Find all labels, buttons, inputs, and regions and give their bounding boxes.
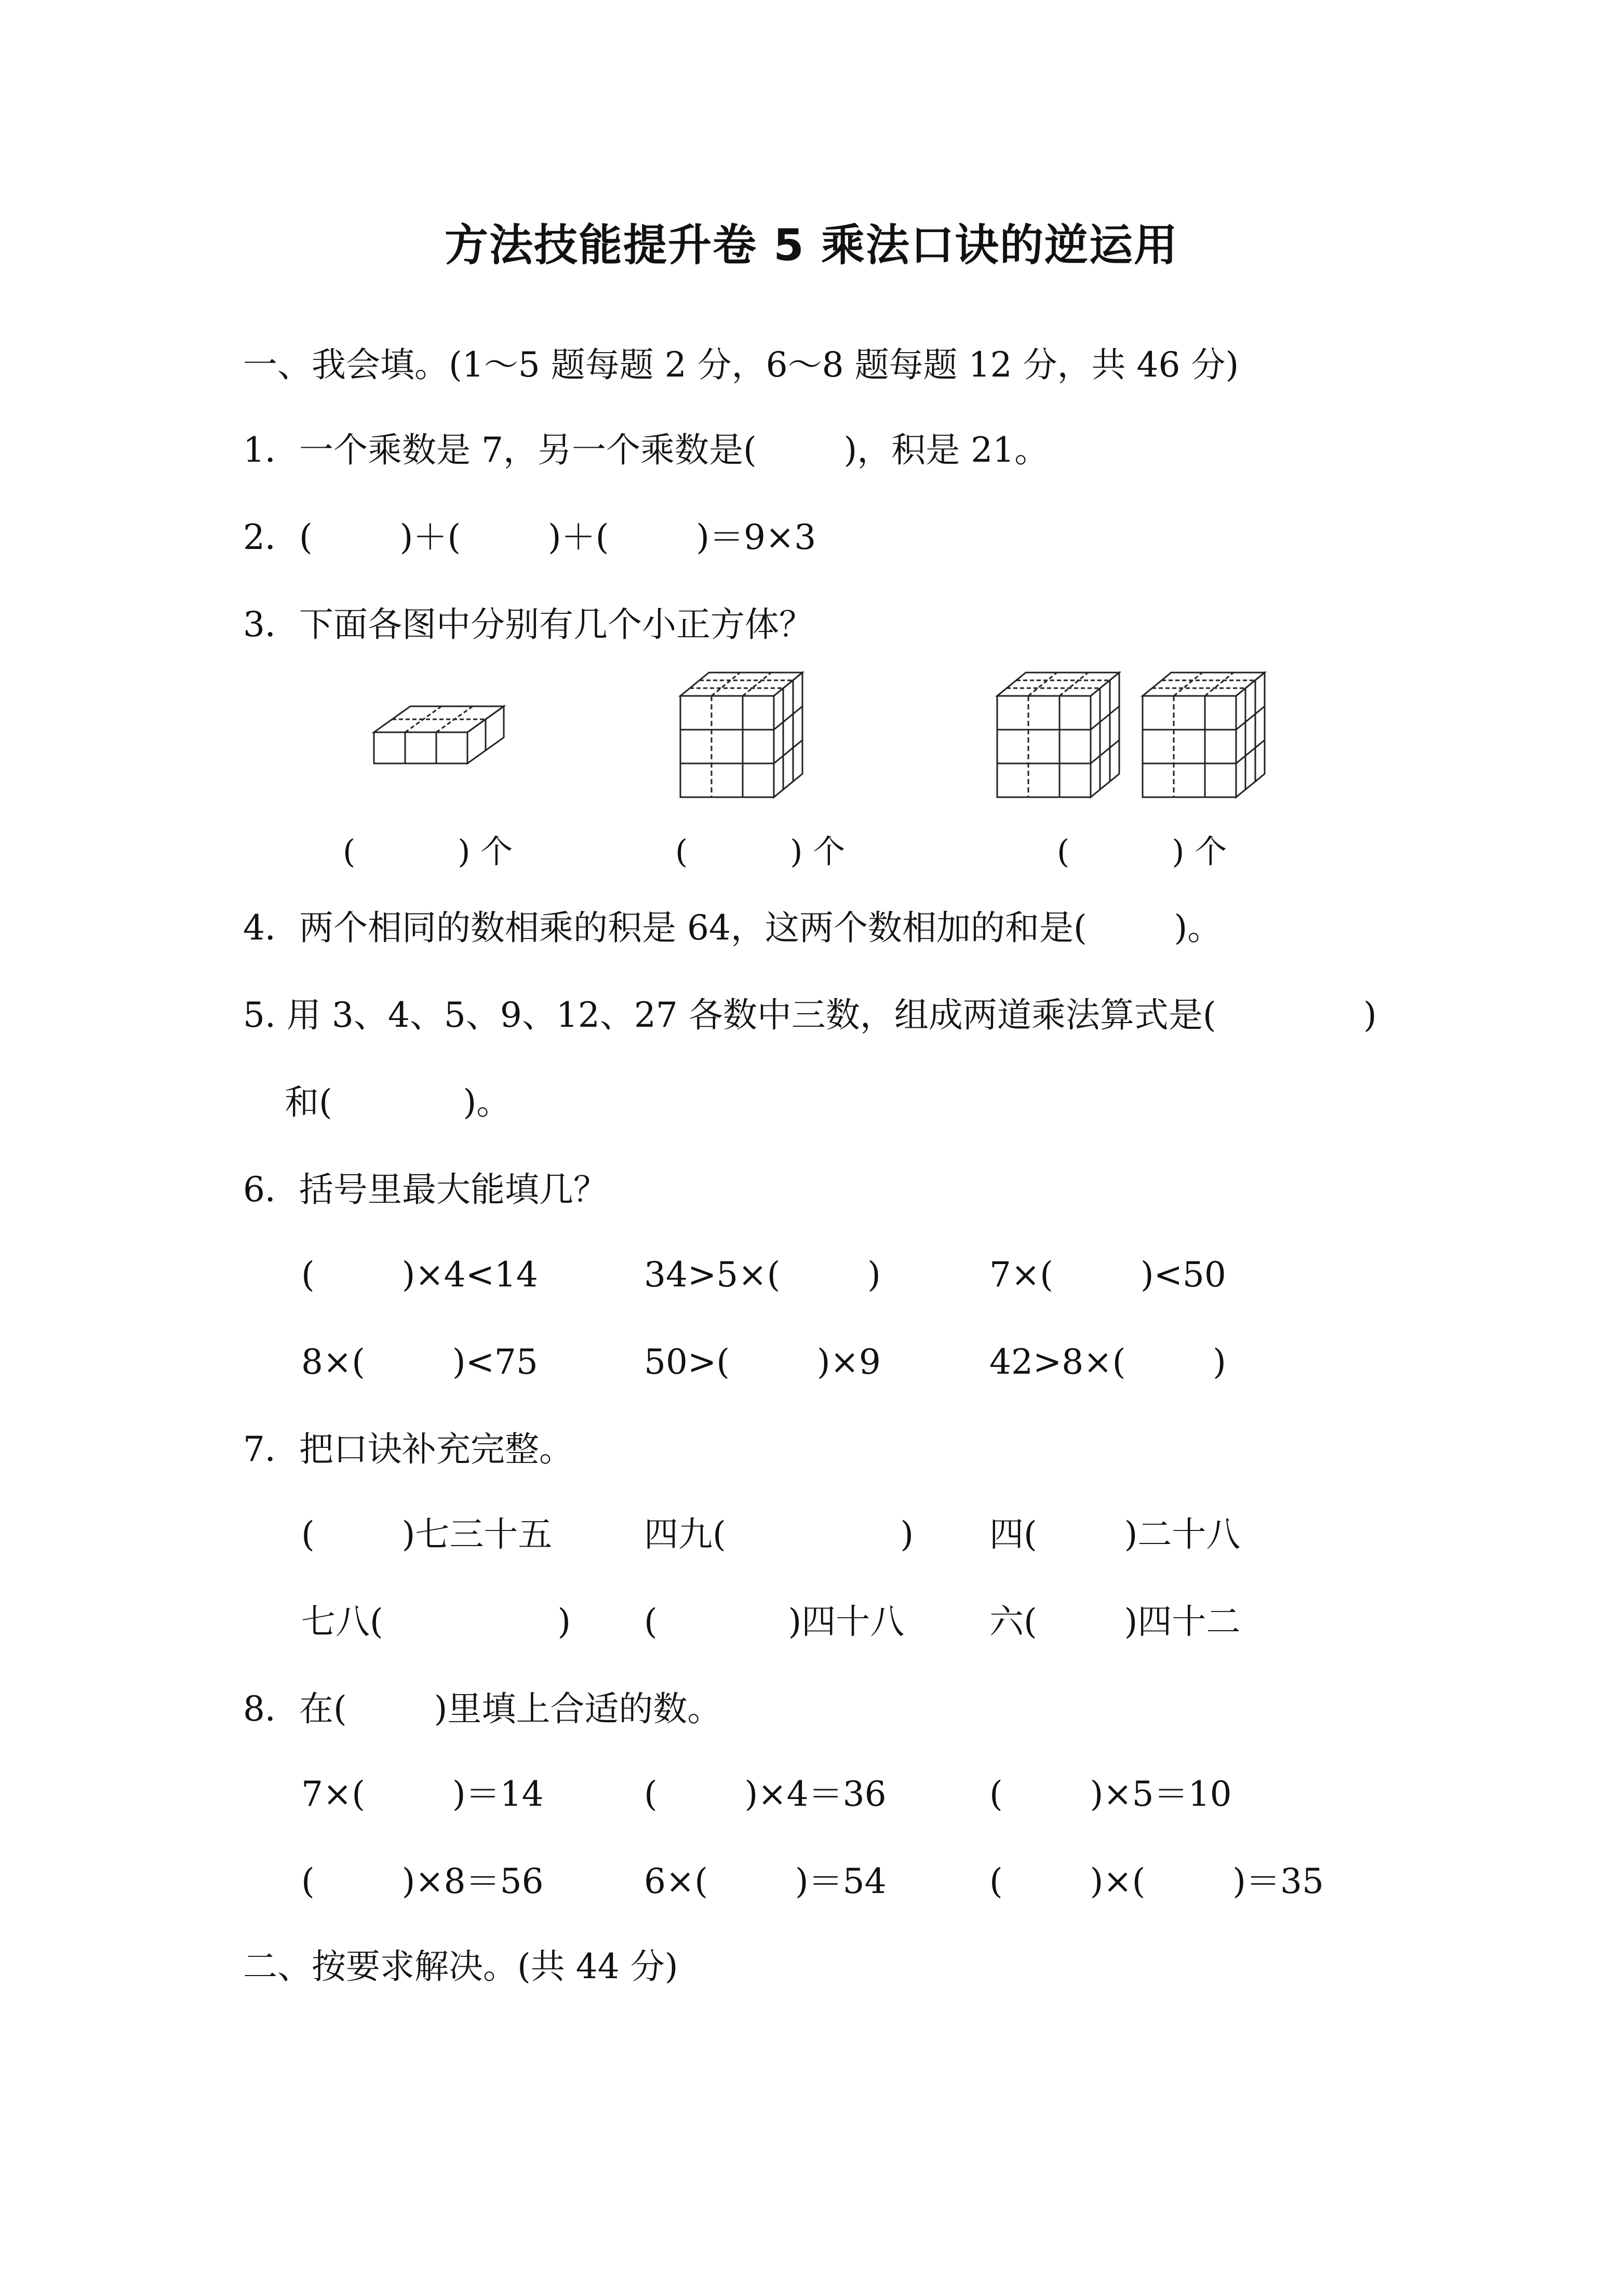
question-5-line-2: 和( )。 (285, 1082, 511, 1122)
question-8-item: 7×( )＝14 (301, 1774, 544, 1814)
question-5-close-paren: ) (1363, 995, 1377, 1035)
question-6-item: 34>5×( ) (644, 1255, 881, 1295)
question-8-item: ( )×( )＝35 (989, 1861, 1324, 1901)
question-6-item: 50>( )×9 (644, 1342, 881, 1382)
figure-2-answer: ( ) 个 (675, 833, 846, 870)
question-6-item: ( )×4<14 (301, 1255, 538, 1295)
question-6-item: 42>8×( ) (989, 1342, 1226, 1382)
question-8-item: ( )×4＝36 (644, 1774, 887, 1814)
question-7-item: 七八( ) (301, 1602, 571, 1642)
question-7-stem: 7．把口诀补充完整。 (243, 1429, 573, 1469)
figure-3-answer: ( ) 个 (1057, 833, 1227, 870)
section-1-heading: 一、我会填。(1～5 题每题 2 分，6～8 题每题 12 分，共 46 分) (243, 345, 1239, 385)
question-7-item: 四( )二十八 (989, 1514, 1241, 1554)
question-6-item: 7×( )<50 (989, 1255, 1226, 1295)
cube-figure-3a (992, 665, 1132, 810)
question-8-item: ( )×8＝56 (301, 1861, 544, 1901)
question-4: 4．两个相同的数相乘的积是 64，这两个数相加的和是( )。 (243, 908, 1222, 948)
question-6-stem: 6．括号里最大能填几？ (243, 1170, 608, 1210)
question-7-item: 四九( ) (644, 1514, 914, 1554)
figure-1-answer: ( ) 个 (343, 833, 513, 870)
cube-figure-3b (1137, 665, 1278, 810)
question-3-stem: 3．下面各图中分别有几个小正方体？ (243, 605, 813, 645)
page-title: 方法技能提升卷 5 乘法口诀的逆运用 (445, 220, 1178, 271)
question-8-item: 6×( )＝54 (644, 1861, 887, 1901)
question-2: 2．( )＋( )＋( )＝9×3 (243, 517, 816, 557)
question-6-item: 8×( )<75 (301, 1342, 538, 1382)
question-5-line-1: 5. 用 3、4、5、9、12、27 各数中三数，组成两道乘法算式是( (243, 995, 1216, 1035)
question-7-item: 六( )四十二 (989, 1602, 1241, 1642)
cube-figure-2 (675, 665, 815, 810)
question-8-item: ( )×5＝10 (989, 1774, 1232, 1814)
section-2-heading: 二、按要求解决。(共 44 分) (243, 1946, 678, 1986)
question-7-item: ( )四十八 (644, 1602, 905, 1642)
question-7-item: ( )七三十五 (301, 1514, 553, 1554)
cube-figure-1 (364, 696, 519, 779)
question-8-stem: 8．在( )里填上合适的数。 (243, 1689, 722, 1729)
question-1: 1．一个乘数是 7，另一个乘数是( )，积是 21。 (243, 430, 1049, 470)
